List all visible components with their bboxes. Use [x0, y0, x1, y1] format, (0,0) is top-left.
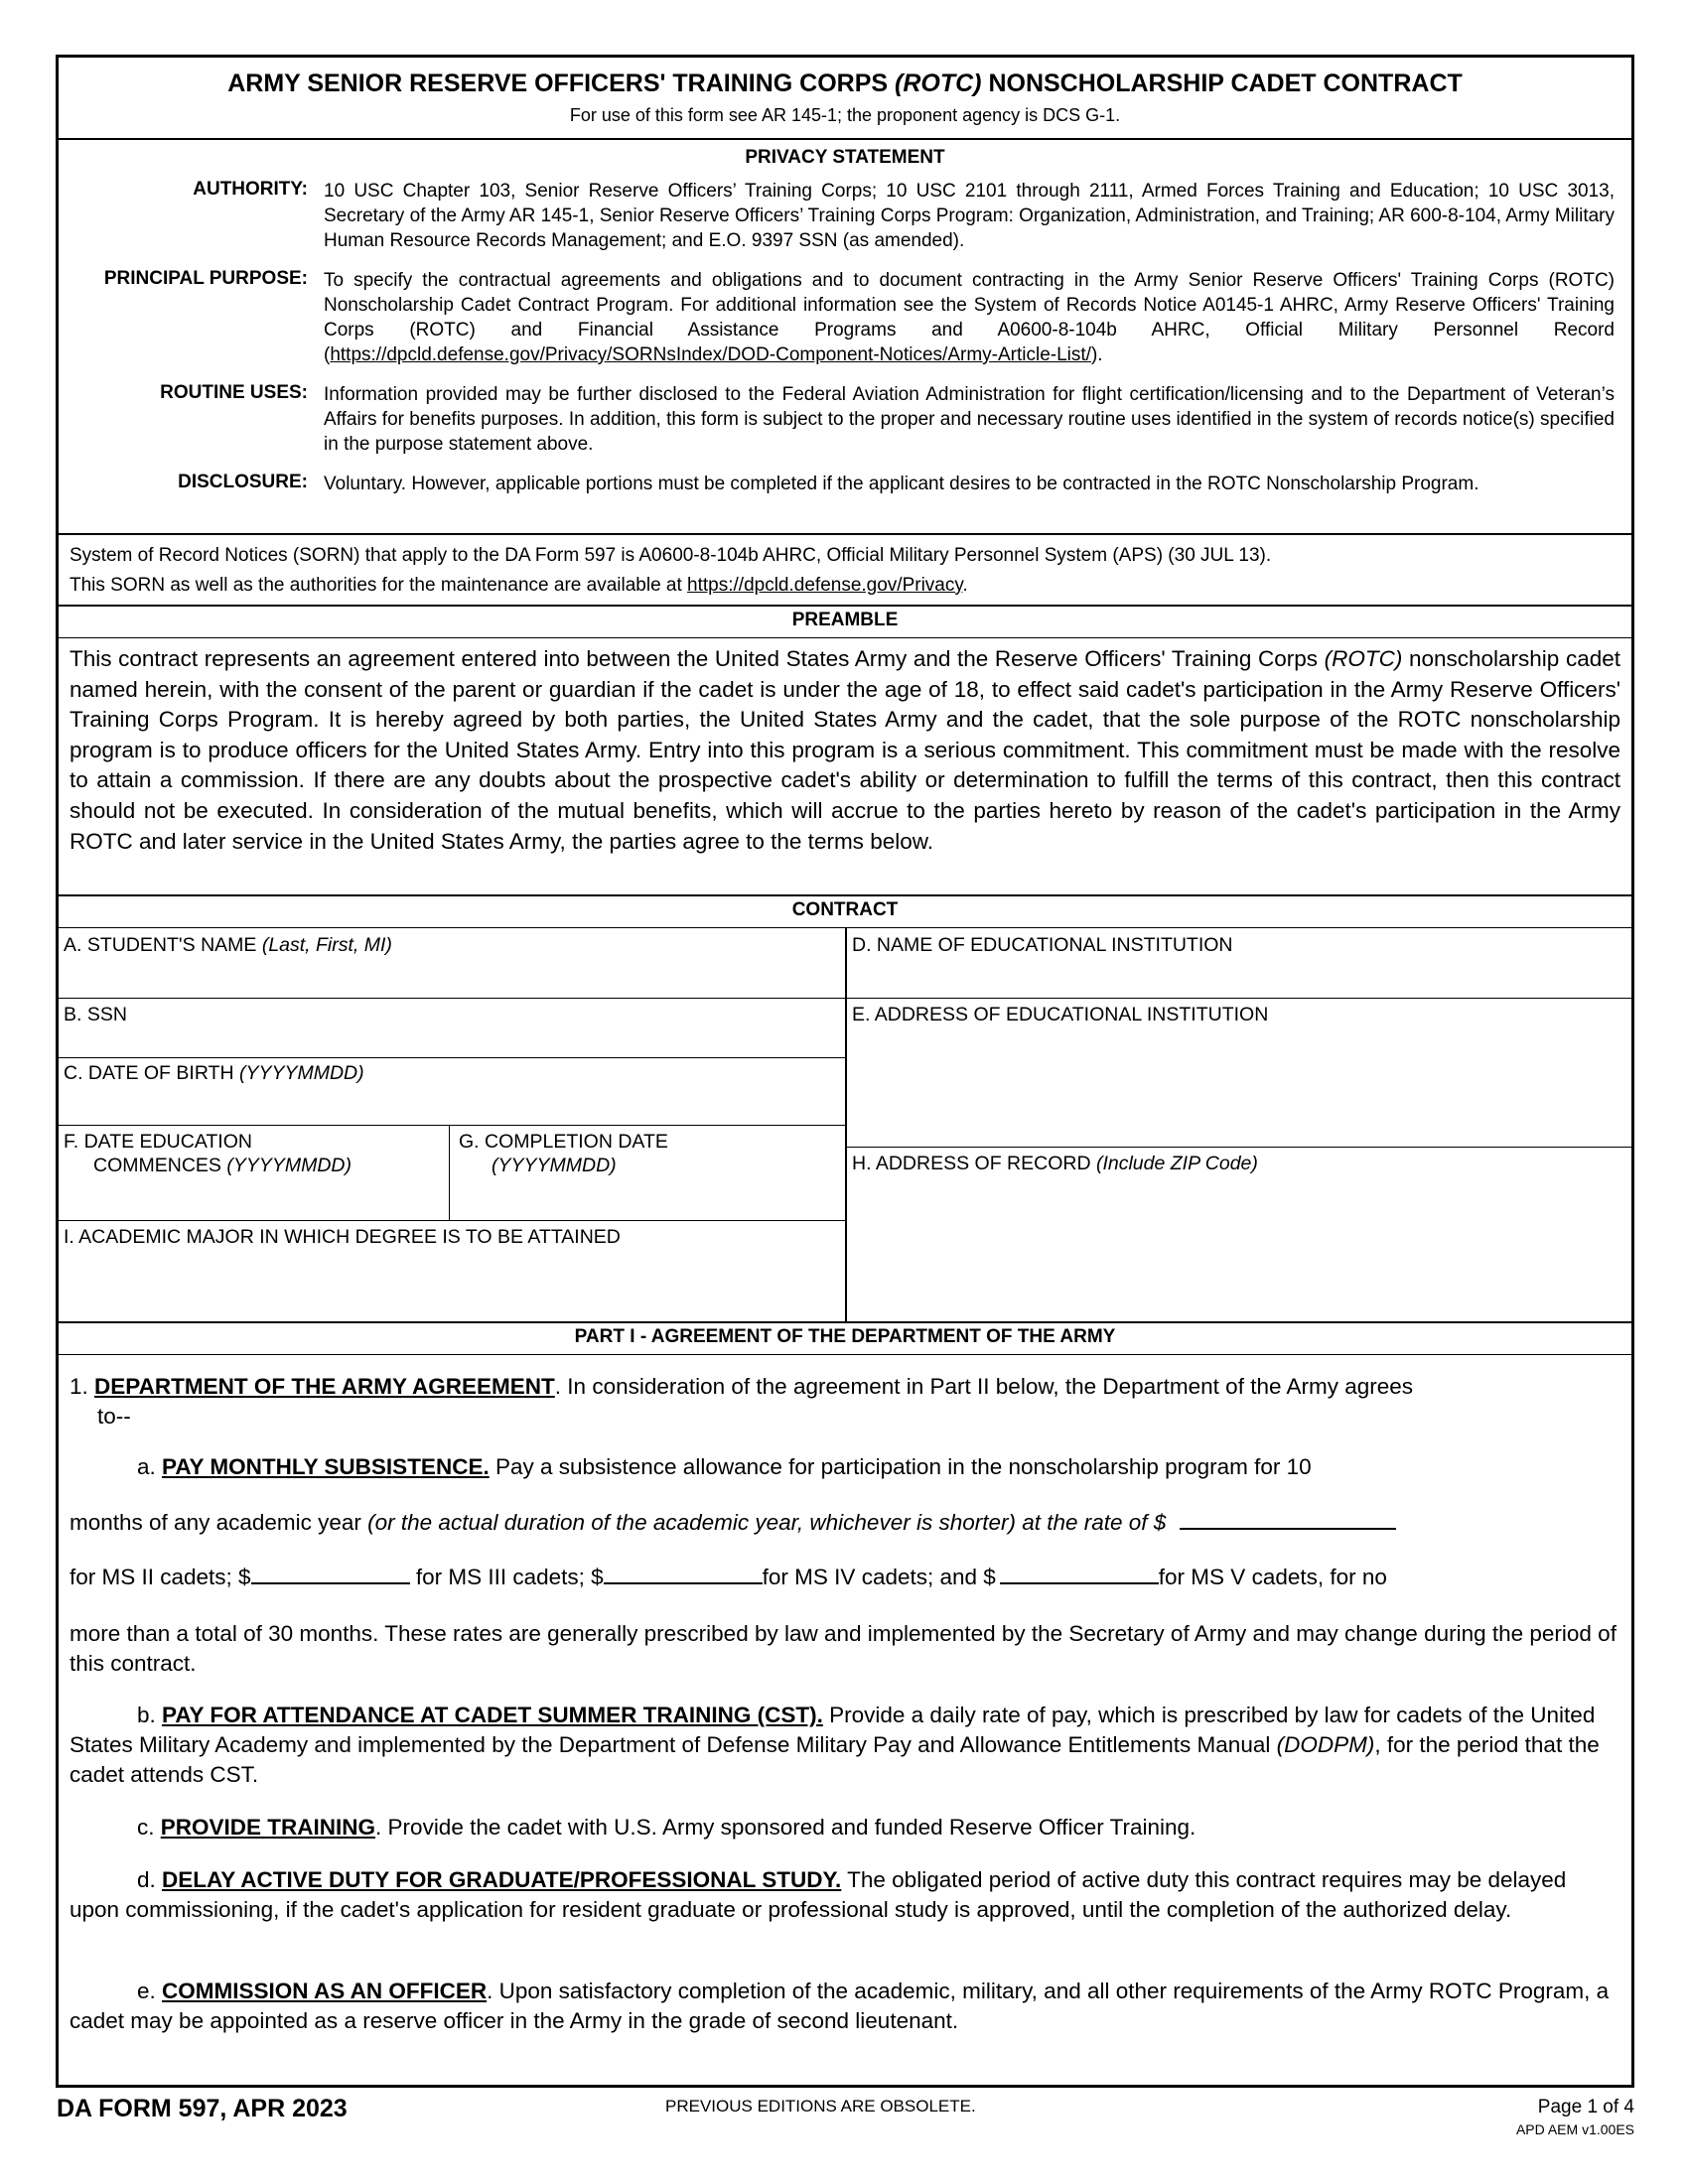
obsolete-notice: PREVIOUS EDITIONS ARE OBSOLETE. — [665, 2097, 976, 2116]
paragraph-1a-line2: months of any academic year (or the actual duration of the academic year, whichever is shorter) at the rate of $ — [70, 1506, 1396, 1538]
divider — [56, 1354, 1634, 1355]
grid-line — [449, 1125, 450, 1220]
paragraph-1: 1. DEPARTMENT OF THE ARMY AGREEMENT. In consideration of the agreement in Part II below, the Department of the Army agrees to-- — [70, 1374, 1414, 1429]
ms1-rate-input[interactable] — [1180, 1506, 1396, 1530]
form-subtitle: For use of this form see AR 145-1; the proponent agency is DCS G-1. — [569, 105, 1121, 125]
divider — [56, 533, 1634, 535]
paragraph-1a-line4: more than a total of 30 months. These rates are generally prescribed by law and implemented by the Secretary of Army and may change during the period of this contract. — [70, 1621, 1617, 1676]
paragraph-1d: d. DELAY ACTIVE DUTY FOR GRADUATE/PROFESSIONAL STUDY. The obligated period of active duty this contract requires may be delayed upon commissioning, if the cadet's application for resident graduate or professional study is approved, until the completion of the authorized delay. — [70, 1867, 1567, 1922]
grid-line — [845, 1147, 1634, 1148]
part1-heading: PART I - AGREEMENT OF THE DEPARTMENT OF THE ARMY — [574, 1326, 1116, 1347]
divider — [56, 894, 1634, 896]
ssn-field[interactable]: B. SSN — [64, 1004, 127, 1025]
completion-date-field[interactable]: G. COMPLETION DATE (YYYYMMDD) — [459, 1131, 668, 1176]
privacy-heading: PRIVACY STATEMENT — [745, 147, 945, 168]
form-title: ARMY SENIOR RESERVE OFFICERS' TRAINING CORPS (ROTC) NONSCHOLARSHIP CADET CONTRACT — [227, 69, 1463, 97]
student-name-field[interactable]: A. STUDENT'S NAME (Last, First, MI) — [64, 934, 392, 956]
grid-line — [56, 1125, 846, 1126]
education-commences-field[interactable]: F. DATE EDUCATION COMMENCES (YYYYMMDD) — [64, 1131, 352, 1176]
purpose-label: PRINCIPAL PURPOSE: — [103, 268, 308, 289]
purpose-text: To specify the contractual agreements and obligations and to document contracting in the Army Senior Reserve Officers' Training Corps (ROTC) Nonscholarship Cadet Contract Program. For additional information see the System of Records Notice A0145-1 AHRC, Army Reserve Officers' Training Corps (ROTC) and Financial Assistance Programs and A0600-8-104b AHRC, Official Military Personnel Record (https://dpcld.defense.gov/Privacy/SORNsIndex/DOD-Component-Notices/Army-Article-List/). — [324, 270, 1615, 365]
grid-line — [845, 998, 1634, 999]
sorn-line-1: System of Record Notices (SORN) that apply to the DA Form 597 is A0600-8-104b AHRC, Official Military Personnel System (APS) (30 JUL 13). — [70, 545, 1272, 566]
routine-uses-label: ROUTINE USES: — [160, 382, 308, 403]
version-label: APD AEM v1.00ES — [1515, 2121, 1634, 2137]
sorn-index-link[interactable]: https://dpcld.defense.gov/Privacy/SORNsIndex/DOD-Component-Notices/Army-Article-List/ — [330, 344, 1091, 365]
paragraph-1a-line3: for MS II cadets; $ for MS III cadets; $ for MS IV cadets; and $ for MS V cadets, for no — [70, 1561, 1387, 1592]
authority-text: 10 USC Chapter 103, Senior Reserve Officers’ Training Corps; 10 USC 2101 through 2111, Armed Forces Training and Education; 10 USC 3013, Secretary of the Army AR 145-1, Senior Reserve Officers’ Training Corps Program: Organization, Administration, and Training; AR 600-8-104, Army Military Human Resource Records Management; and E.O. 9397 SSN (as amended). — [324, 181, 1615, 251]
paragraph-1b: b. PAY FOR ATTENDANCE AT CADET SUMMER TRAINING (CST). Provide a daily rate of pay, which is prescribed by law for cadets of the United States Military Academy and implemented by the Department of Defense Military Pay and Allowance Entitlements Manual (DODPM), for the period that the cadet attends CST. — [70, 1703, 1600, 1787]
divider — [56, 138, 1634, 140]
divider — [56, 637, 1634, 638]
disclosure-label: DISCLOSURE: — [178, 472, 308, 492]
divider — [56, 1321, 1634, 1323]
divider — [56, 605, 1634, 607]
page-number: Page 1 of 4 — [1537, 2097, 1634, 2117]
privacy-link[interactable]: https://dpcld.defense.gov/Privacy — [687, 575, 963, 596]
grid-line — [56, 998, 846, 999]
preamble-text: This contract represents an agreement entered into between the United States Army and the Reserve Officers' Training Corps (ROTC) nonscholarship cadet named herein, with the consent of the parent or guardian if the cadet is under the age of 18, to effect said cadet's participation in the Army Reserve Officers' Training Corps Program. It is hereby agreed by both parties, the United States Army and the cadet, that the sole purpose of the ROTC nonscholarship program is to produce officers for the United States Army. Entry into this program is a serious commitment. This commitment must be made with the resolve to attain a commission. If there are any doubts about the prospective cadet's ability or determination to fulfill the terms of this contract, then this contract should not be executed. In consideration of the mutual benefits, which will accrue to the parties hereto by reason of the cadet's participation in the Army ROTC and later service in the United States Army, the parties agree to the terms below. — [70, 646, 1620, 854]
ms2-rate-input[interactable] — [251, 1561, 410, 1584]
paragraph-1e: e. COMMISSION AS AN OFFICER. Upon satisfactory completion of the academic, military, and all other requirements of the Army ROTC Program, a cadet may be appointed as a reserve officer in the Army in the grade of second lieutenant. — [70, 1979, 1610, 2033]
grid-line — [56, 1057, 846, 1058]
form-id: DA FORM 597, APR 2023 — [57, 2095, 348, 2122]
ms4-rate-input[interactable] — [1000, 1561, 1159, 1584]
academic-major-field[interactable]: I. ACADEMIC MAJOR IN WHICH DEGREE IS TO BE ATTAINED — [64, 1226, 621, 1248]
date-of-birth-field[interactable]: C. DATE OF BIRTH (YYYYMMDD) — [64, 1062, 364, 1084]
grid-line — [56, 1220, 846, 1221]
paragraph-1a: a. PAY MONTHLY SUBSISTENCE. Pay a subsistence allowance for participation in the nonscholarship program for 10 — [137, 1454, 1312, 1479]
disclosure-text: Voluntary. However, applicable portions must be completed if the applicant desires to be contracted in the ROTC Nonscholarship Program. — [324, 474, 1479, 494]
institution-name-field[interactable]: D. NAME OF EDUCATIONAL INSTITUTION — [852, 934, 1233, 956]
institution-address-field[interactable]: E. ADDRESS OF EDUCATIONAL INSTITUTION — [852, 1004, 1269, 1025]
address-of-record-field[interactable]: H. ADDRESS OF RECORD (Include ZIP Code) — [852, 1153, 1258, 1174]
preamble-heading: PREAMBLE — [791, 610, 899, 630]
sorn-line-2: This SORN as well as the authorities for the maintenance are available at https://dpcld.defense.gov/Privacy. — [70, 575, 968, 596]
contract-heading: CONTRACT — [791, 899, 899, 920]
routine-uses-text: Information provided may be further disclosed to the Federal Aviation Administration for flight certification/licensing and to the Department of Veteran’s Affairs for benefits purposes. In addition, this form is subject to the proper and necessary routine uses identified in the system of records notice(s) specified in the purpose statement above. — [324, 384, 1615, 455]
ms3-rate-input[interactable] — [604, 1561, 763, 1584]
authority-label: AUTHORITY: — [193, 179, 308, 200]
paragraph-1c: c. PROVIDE TRAINING. Provide the cadet with U.S. Army sponsored and funded Reserve Officer Training. — [137, 1815, 1196, 1840]
